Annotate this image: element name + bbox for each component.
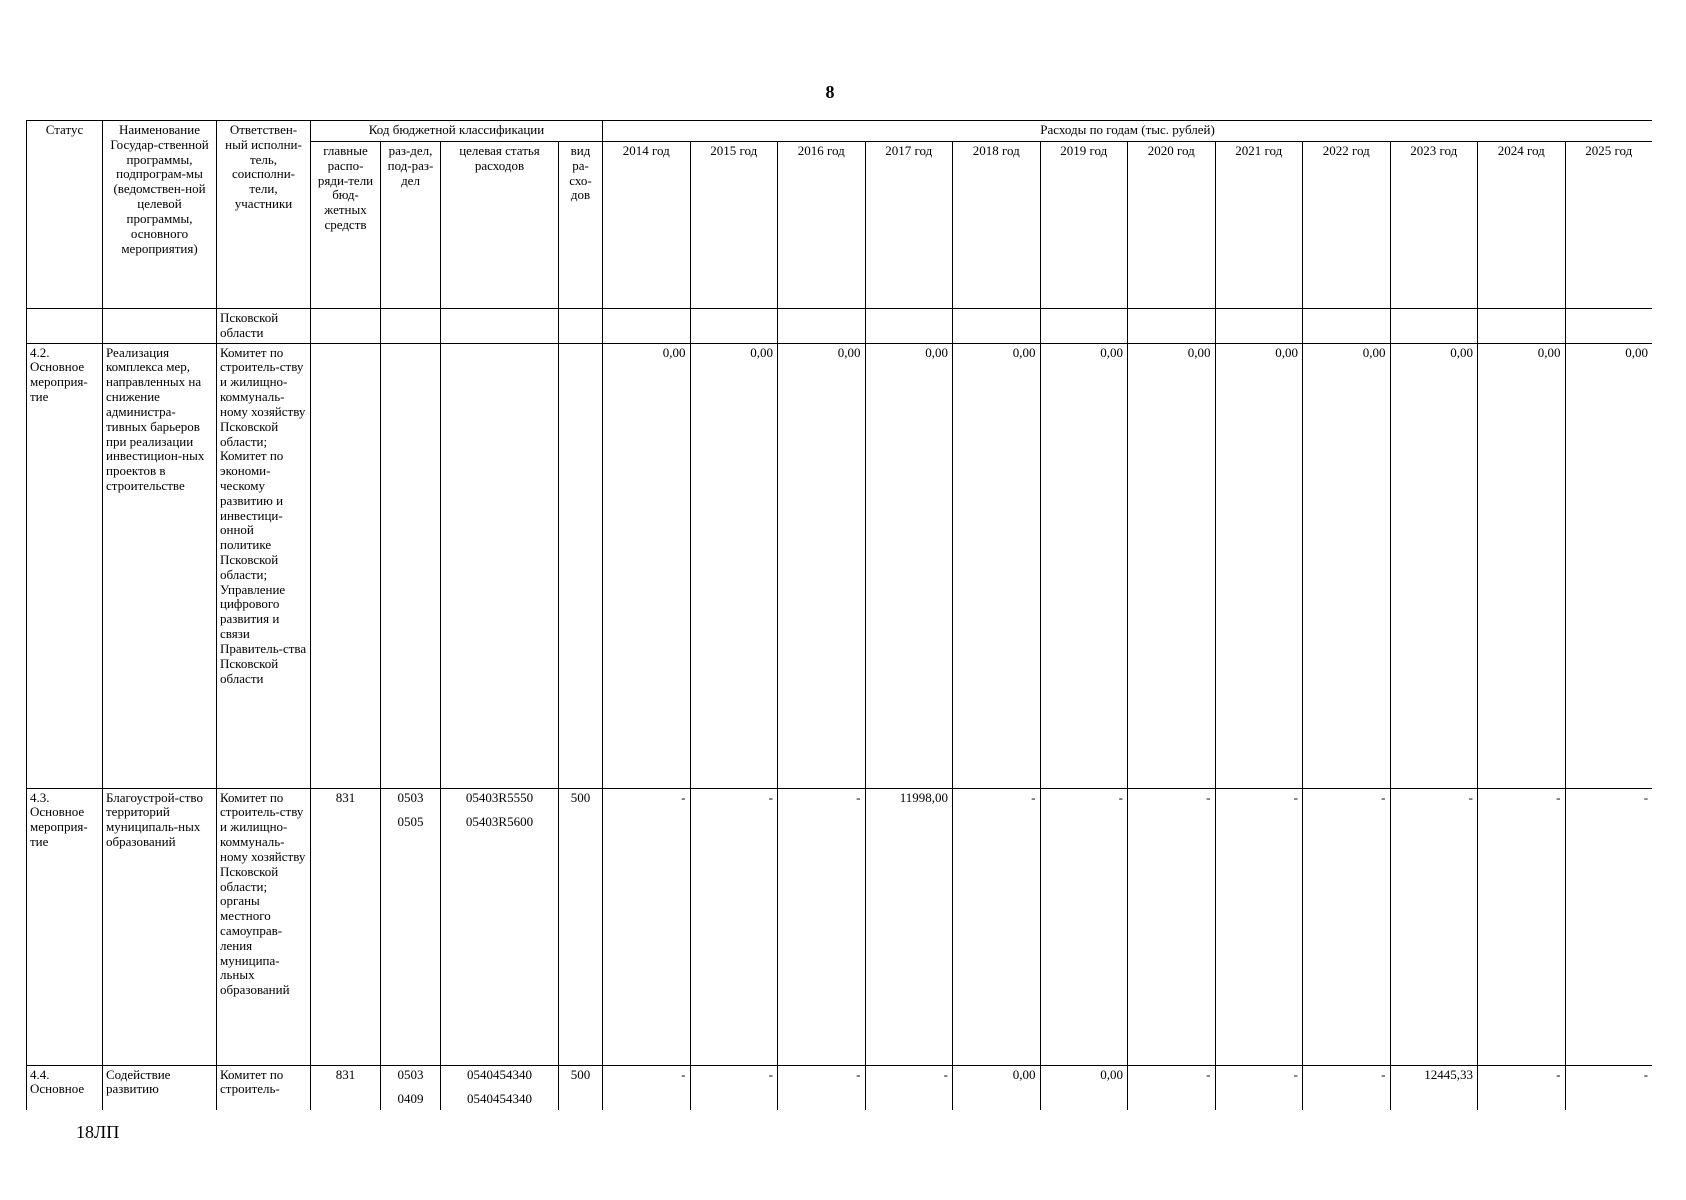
footer-document-code: 18ЛП: [76, 1122, 120, 1142]
cell-razdel: [381, 343, 441, 788]
header-year: 2019 год: [1040, 142, 1128, 309]
cell-year-value: 0,00: [1215, 343, 1303, 788]
cell-year-value: [1040, 309, 1128, 344]
cell-status: 4.3. Основное мероприя-тие: [27, 788, 103, 1065]
cell-year-value: -: [603, 788, 691, 1065]
cell-razdel: [381, 309, 441, 344]
header-expense-type: вид ра-схо-дов: [559, 142, 603, 309]
table-row-continuation: [27, 309, 1653, 344]
header-row-top: [27, 121, 1653, 142]
header-year: 2024 год: [1478, 142, 1566, 309]
header-year: 2023 год: [1390, 142, 1478, 309]
cell-program-name: Благоустрой-ство территорий муниципаль-ных образований: [103, 788, 217, 1065]
cell-grbs: [311, 309, 381, 344]
cell-year-value: -: [1040, 788, 1128, 1065]
cell-program-name: Реализация комплекса мер, направленных на снижение администра-тивных барьеров при реализации инвестицион-ных проектов в строительстве: [103, 343, 217, 788]
cell-grbs: 831: [311, 788, 381, 1065]
header-year: 2015 год: [690, 142, 778, 309]
cell-year-value: [1128, 309, 1216, 344]
cell-year-value: -: [1303, 788, 1391, 1065]
cell-year-value: -: [1565, 788, 1652, 1065]
cell-year-value: -: [1128, 788, 1216, 1065]
header-year: 2020 год: [1128, 142, 1216, 309]
cell-status: 4.4. Основное: [27, 1065, 103, 1110]
cell-year-value: [1565, 309, 1652, 344]
cell-status: [27, 309, 103, 344]
target-code: 05403R5550: [465, 789, 534, 805]
cell-year-value: 0,00: [1128, 343, 1216, 788]
cell-responsible: Комитет по строитель-ству и жилищно-коммуналь-ному хозяйству Псковской области; Комитет по экономи-ческому развитию и инвестици-онной политике Псковской области; Управление цифрового развития и связи Правитель-ства Псковской области: [217, 343, 311, 788]
cell-year-value: [865, 309, 953, 344]
cell-year-value: 0,00: [1478, 343, 1566, 788]
header-program-name: Наименование Государ-ственной программы, подпрограм-мы (ведомствен-ной целевой программы, основного мероприятия): [103, 121, 217, 309]
header-year: 2017 год: [865, 142, 953, 309]
cell-year-value: [953, 309, 1041, 344]
cell-razdel: [381, 788, 441, 1065]
header-year: 2022 год: [1303, 142, 1391, 309]
cell-year-value: -: [1215, 1065, 1303, 1110]
cell-target-article: [441, 788, 559, 1065]
header-status: Статус: [27, 121, 103, 309]
cell-year-value: -: [1565, 1065, 1652, 1110]
cell-expense-type: 500: [559, 1065, 603, 1110]
cell-razdel: [381, 1065, 441, 1110]
cell-expense-type: [559, 309, 603, 344]
table-row: [27, 343, 1653, 788]
cell-year-value: [1390, 309, 1478, 344]
cell-year-value: -: [778, 1065, 866, 1110]
cell-year-value: -: [1478, 1065, 1566, 1110]
cell-year-value: [690, 309, 778, 344]
cell-year-value: -: [1215, 788, 1303, 1065]
cell-expense-type: [559, 343, 603, 788]
cell-year-value: 0,00: [865, 343, 953, 788]
header-year: 2021 год: [1215, 142, 1303, 309]
cell-year-value: [778, 309, 866, 344]
cell-responsible: Комитет по строитель-ству и жилищно-коммуналь-ному хозяйству Псковской области; органы местного самоуправ-ления муниципа-льных образований: [217, 788, 311, 1065]
razdel-code: 0503: [397, 1066, 424, 1082]
razdel-code: 0409: [397, 1091, 424, 1107]
header-expenses-by-year: Расходы по годам (тыс. рублей): [603, 121, 1653, 142]
header-responsible: Ответствен-ный исполни-тель, соисполни-тели, участники: [217, 121, 311, 309]
cell-year-value: -: [953, 788, 1041, 1065]
cell-year-value: -: [1390, 788, 1478, 1065]
header-year: 2014 год: [603, 142, 691, 309]
cell-year-value: -: [690, 788, 778, 1065]
cell-grbs: 831: [311, 1065, 381, 1110]
cell-responsible: Комитет по строитель-: [217, 1065, 311, 1110]
header-target-article: целевая статья расходов: [441, 142, 559, 309]
cell-year-value: 0,00: [778, 343, 866, 788]
cell-status: 4.2. Основное мероприя-тие: [27, 343, 103, 788]
cell-year-value: -: [1128, 1065, 1216, 1110]
cell-year-value: [603, 309, 691, 344]
header-razdel: раз-дел, под-раз-дел: [381, 142, 441, 309]
cell-expense-type: 500: [559, 788, 603, 1065]
cell-target-article: [441, 343, 559, 788]
table-row: [27, 788, 1653, 1065]
cell-year-value: 0,00: [1390, 343, 1478, 788]
cell-grbs: [311, 343, 381, 788]
header-year: 2018 год: [953, 142, 1041, 309]
cell-year-value: [1215, 309, 1303, 344]
cell-year-value: -: [1303, 1065, 1391, 1110]
page-number: 8: [825, 82, 835, 102]
cell-year-value: 12445,33: [1390, 1065, 1478, 1110]
cell-year-value: 0,00: [690, 343, 778, 788]
cell-responsible: Псковской области: [217, 309, 311, 344]
table-row: [27, 1065, 1653, 1110]
cell-year-value: 0,00: [1565, 343, 1652, 788]
cell-year-value: -: [690, 1065, 778, 1110]
header-year: 2016 год: [778, 142, 866, 309]
cell-year-value: 0,00: [1040, 343, 1128, 788]
cell-year-value: 0,00: [953, 1065, 1041, 1110]
cell-year-value: [1478, 309, 1566, 344]
header-year: 2025 год: [1565, 142, 1652, 309]
cell-year-value: 0,00: [953, 343, 1041, 788]
header-budget-classification: Код бюджетной классификации: [311, 121, 603, 142]
cell-program-name: Содействие развитию: [103, 1065, 217, 1110]
cell-target-article: [441, 309, 559, 344]
target-code: 0540454340: [467, 1091, 532, 1107]
cell-year-value: -: [1478, 788, 1566, 1065]
budget-table-container: [26, 120, 1652, 1110]
cell-year-value: 11998,00: [865, 788, 953, 1065]
target-code: 0540454340: [467, 1066, 532, 1082]
cell-year-value: [1303, 309, 1391, 344]
cell-target-article: [441, 1065, 559, 1110]
razdel-code: 0503: [397, 789, 424, 805]
cell-year-value: -: [865, 1065, 953, 1110]
budget-table: [26, 120, 1652, 1110]
razdel-code: 0505: [397, 814, 424, 830]
target-code: 05403R5600: [465, 814, 534, 830]
cell-year-value: -: [603, 1065, 691, 1110]
cell-year-value: 0,00: [1040, 1065, 1128, 1110]
cell-year-value: 0,00: [603, 343, 691, 788]
cell-year-value: 0,00: [1303, 343, 1391, 788]
cell-year-value: -: [778, 788, 866, 1065]
header-grbs: главные распо-ряди-тели бюд-жетных средств: [311, 142, 381, 309]
cell-program-name: [103, 309, 217, 344]
